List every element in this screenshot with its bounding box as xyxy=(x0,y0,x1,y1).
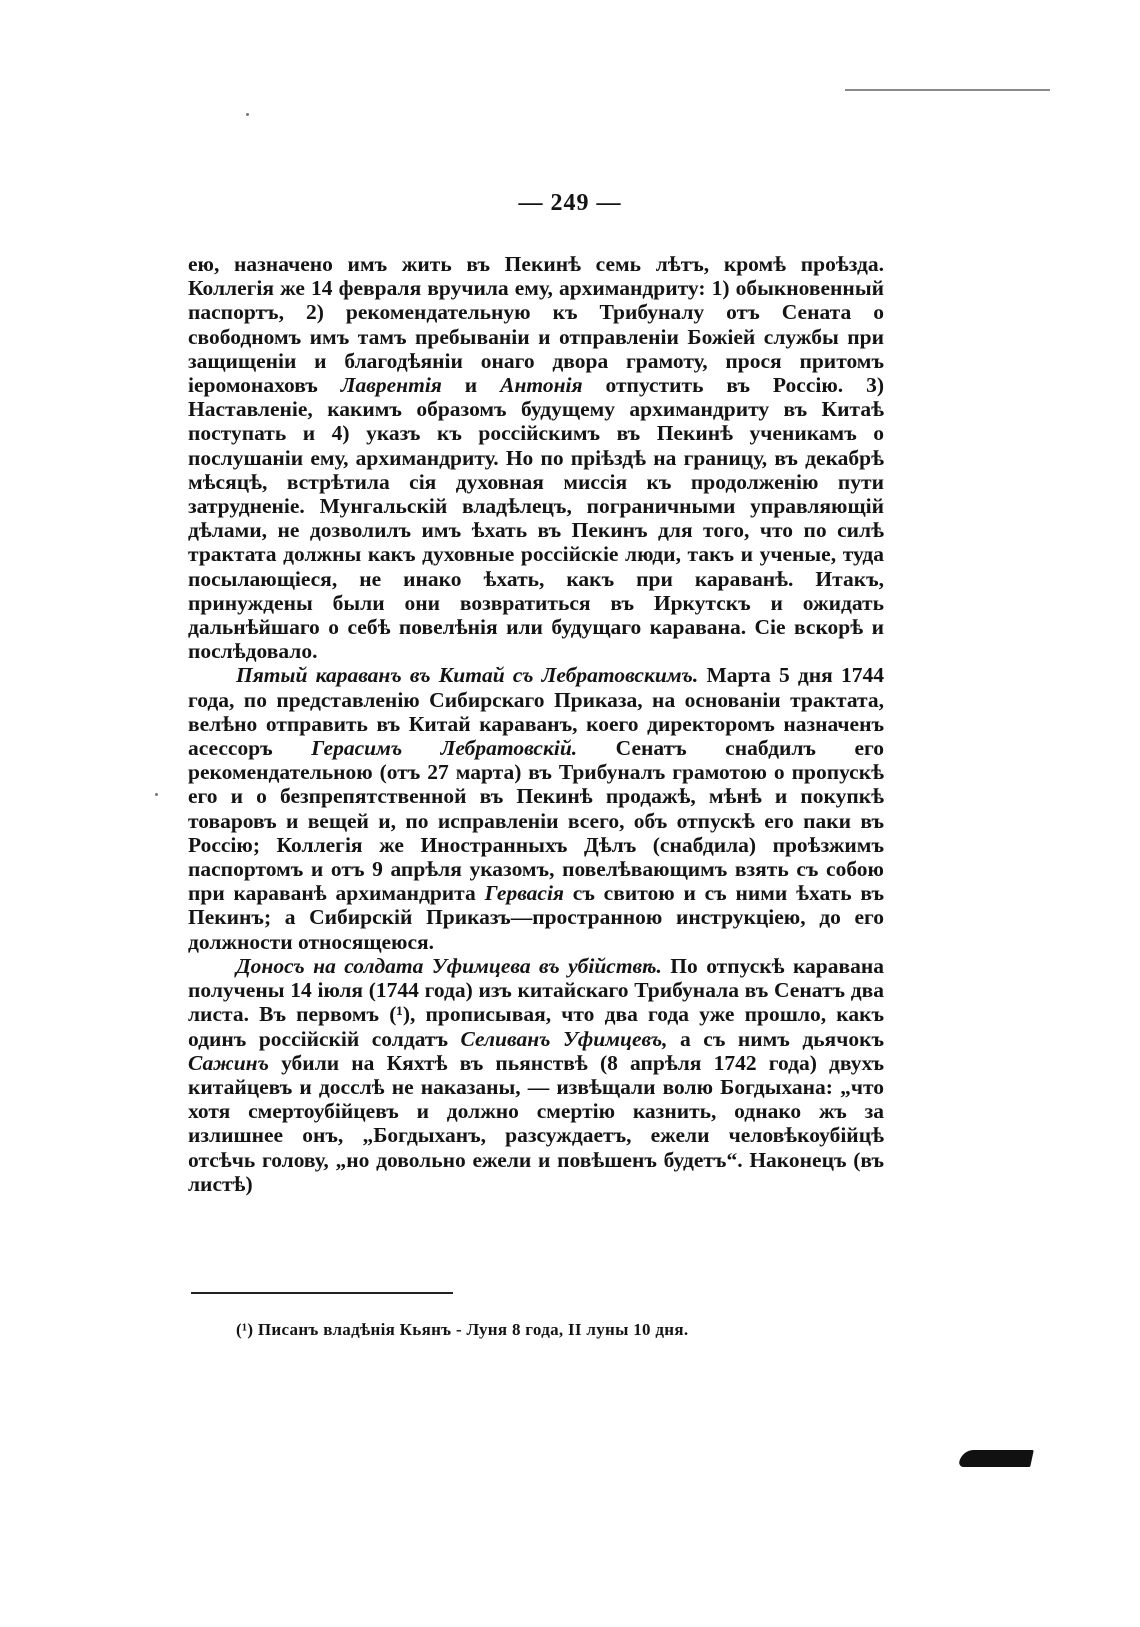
footnote-name: Кьянъ - Луня xyxy=(399,1320,508,1339)
name-lebratovskiy: Герасимъ Лебратовскій. xyxy=(311,736,578,761)
footnote: (¹) Писанъ владѣнія Кьянъ - Луня 8 года, II луны 10 дня. xyxy=(236,1320,689,1339)
section-heading-fifth-caravan: Пятый караванъ въ Китай съ Лебратовскимъ. xyxy=(236,663,699,688)
scan-speck xyxy=(155,793,158,796)
name-antoniy: Антонія xyxy=(500,373,583,398)
paragraph-3: Доносъ на солдата Уфимцева въ убійствѣ. По отпускѣ каравана получены 14 іюля (1744 года) изъ китайскаго Трибунала въ Сенатъ два листа. Въ первомъ (¹), прописывая, что два года уже прошло, какъ одинъ россійскій солдатъ Селиванъ Уфимцевъ, а съ нимъ дьячокъ Сажинъ убили на Кяхтѣ въ пьянствѣ (8 апрѣля 1742 года) двухъ китайцевъ и досслѣ не наказаны, — извѣщали волю Богдыхана: „что хотя смертоубійцевъ и должно смертію казнить, однако жъ за излишнее онъ, „Богдыханъ, разсуждаетъ, ежели человѣкоубійцѣ отсѣчь голову, „но довольно ежели и повѣшенъ будетъ“. Наконецъ (въ листѣ) xyxy=(188,953,884,1196)
name-gervasiy: Гервасія xyxy=(484,881,565,906)
page-number: — 249 — xyxy=(518,190,622,216)
name-ufimtsev: Селиванъ Уфимцевъ, xyxy=(460,1026,668,1051)
ink-blot xyxy=(958,1450,1034,1467)
paragraph-2: Пятый караванъ въ Китай съ Лебратовскимъ. Марта 5 дня 1744 года, по представленію Сибирскаго Приказа, на основаніи трактата, велѣно отправить въ Китай караванъ, коего директоромъ назначенъ асессоръ Герасимъ Лебратовскій. Сенатъ снабдилъ его рекомендательною (отъ 27 марта) въ Трибуналъ грамотою о пропускѣ его и о безпрепятственной въ Пекинѣ продажѣ, мѣнѣ и покупкѣ товаровъ и вещей и, по исправленіи всего, объ отпускѣ его паки въ Россію; Коллегія же Иностранныхъ Дѣлъ (снабдила) проѣзжимъ паспортомъ и отъ 9 апрѣля указомъ, повелѣвающимъ взять съ собою при караванѣ архимандрита Гервасія съ свитою и съ ними ѣхать въ Пекинъ; а Сибирскій Приказъ—пространною инструкціею, до его должности относящеюся. xyxy=(188,663,885,954)
paragraph-1: ею, назначено имъ жить въ Пекинѣ семь лѣтъ, кромѣ проѣзда. Коллегія же 14 февраля вручила ему, архимандриту: 1) обыкновенный паспортъ, 2) рекомендательную къ Трибуналу отъ Сената о свободномъ имъ тамъ пребываніи и отправленіи Божіей службы при защищеніи и благодѣяніи онаго двора грамоту, прося притомъ іеромонаховъ Лаврентія и Антонія отпустить въ Россію. 3) Наставленіе, какимъ образомъ будущему архимандриту въ Китаѣ поступать и 4) указъ къ россійскимъ въ Пекинѣ ученикамъ о послушаніи ему, архимандриту. Но по пріѣздѣ на границу, въ декабрѣ мѣсяцѣ, встрѣтила сія духовная миссія къ продолженію пути затрудненіе. Мунгальскій владѣлецъ, пограничными управляющій дѣлами, не дозволилъ имъ ѣхать въ Пекинъ для того, что по силѣ трактата должны какъ духовные россійскіе люди, такъ и ученые, туда посылающіеся, не инако ѣхать, какъ при караванѣ. Итакъ, принуждены были они возвратиться въ Иркутскъ и ожидать дальнѣйшаго о себѣ повелѣнія или будущаго каравана. Сіе вскорѣ и послѣдовало. xyxy=(188,252,884,664)
body-text xyxy=(188,252,884,1196)
section-heading-denunciation: Доносъ на солдата Уфимцева въ убійствѣ. xyxy=(236,953,662,978)
name-lavrentiy: Лаврентія xyxy=(340,373,442,398)
footnote-separator xyxy=(191,1292,453,1294)
name-sazhin: Сажинъ xyxy=(188,1050,269,1075)
top-edge-rule xyxy=(845,89,1050,91)
scan-speck xyxy=(246,113,249,116)
